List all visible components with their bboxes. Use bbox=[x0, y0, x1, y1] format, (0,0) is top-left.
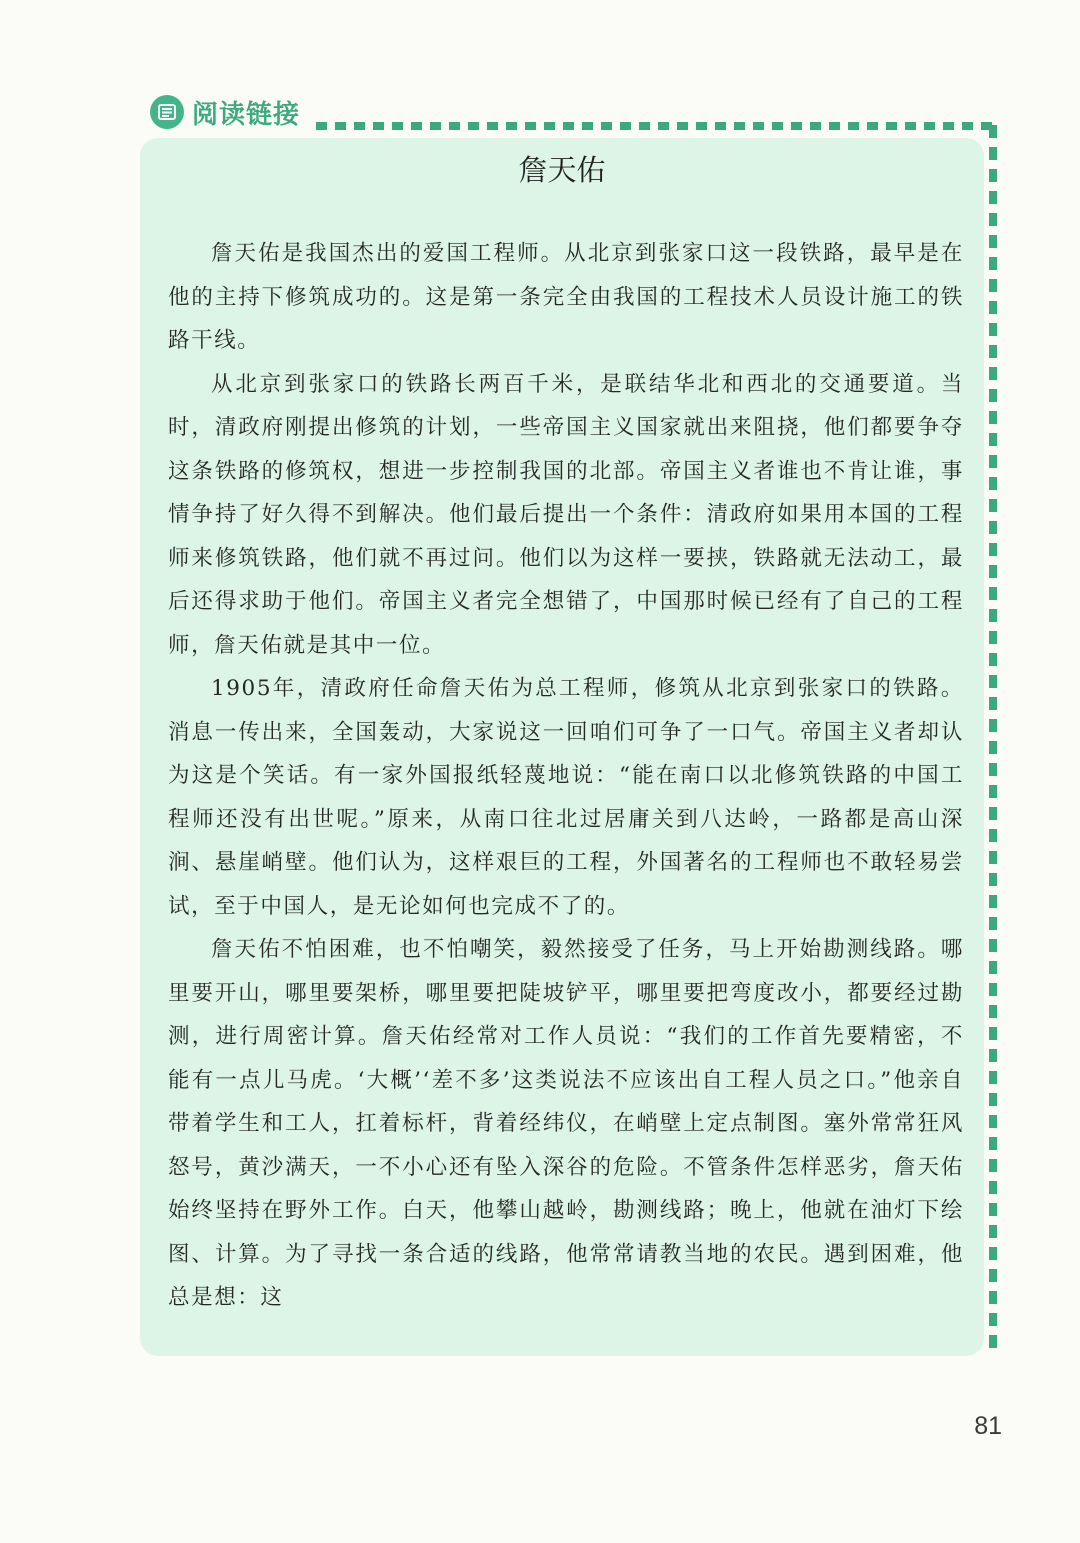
book-icon bbox=[150, 95, 184, 129]
paragraph: 1905年，清政府任命詹天佑为总工程师，修筑从北京到张家口的铁路。消息一传出来，全国轰动，大家说这一回咱们可争了一口气。帝国主义者却认为这是个笑话。有一家外国报纸轻蔑地说：“能在南口以北修筑铁路的中国工程师还没有出世呢。”原来，从南口往北过居庸关到八达岭，一路都是高山深涧、悬崖峭壁。他们认为，这样艰巨的工程，外国著名的工程师也不敢轻易尝试，至于中国人，是无论如何也完成不了的。 bbox=[168, 676, 964, 919]
paragraph: 詹天佑是我国杰出的爱国工程师。从北京到张家口这一段铁路，最早是在他的主持下修筑成功的。这是第一条完全由我国的工程技术人员设计施工的铁路干线。 bbox=[168, 241, 964, 353]
article-title: 詹天佑 bbox=[518, 153, 606, 187]
section-label: 阅读链接 bbox=[192, 99, 301, 130]
article-body bbox=[168, 232, 964, 1320]
section-header bbox=[150, 92, 300, 132]
page-number: 81 bbox=[974, 1412, 1002, 1440]
paragraph: 从北京到张家口的铁路长两百千米，是联结华北和西北的交通要道。当时，清政府刚提出修筑的计划，一些帝国主义国家就出来阻挠，他们都要争夺这条铁路的修筑权，想进一步控制我国的北部。帝国主义者谁也不肯让谁，事情争持了好久得不到解决。他们最后提出一个条件：清政府如果用本国的工程师来修筑铁路，他们就不再过问。他们以为这样一要挟，铁路就无法动工，最后还得求助于他们。帝国主义者完全想错了，中国那时候已经有了自己的工程师，詹天佑就是其中一位。 bbox=[168, 371, 964, 658]
top-dashed-border bbox=[316, 121, 994, 131]
right-dashed-border bbox=[986, 125, 1000, 1355]
paragraph: 詹天佑不怕困难，也不怕嘲笑，毅然接受了任务，马上开始勘测线路。哪里要开山，哪里要架桥，哪里要把陡坡铲平，哪里要把弯度改小，都要经过勘测，进行周密计算。詹天佑经常对工作人员说：“我们的工作首先要精密，不能有一点儿马虎。‘大概’‘差不多’这类说法不应该出自工程人员之口。”他亲自带着学生和工人，扛着标杆，背着经纬仪，在峭壁上定点制图。塞外常常狂风怒号，黄沙满天，一不小心还有坠入深谷的危险。不管条件怎样恶劣，詹天佑始终坚持在野外工作。白天，他攀山越岭，勘测线路；晚上，他就在油灯下绘图、计算。为了寻找一条合适的线路，他常常请教当地的农民。遇到困难，他总是想：这 bbox=[168, 937, 964, 1310]
